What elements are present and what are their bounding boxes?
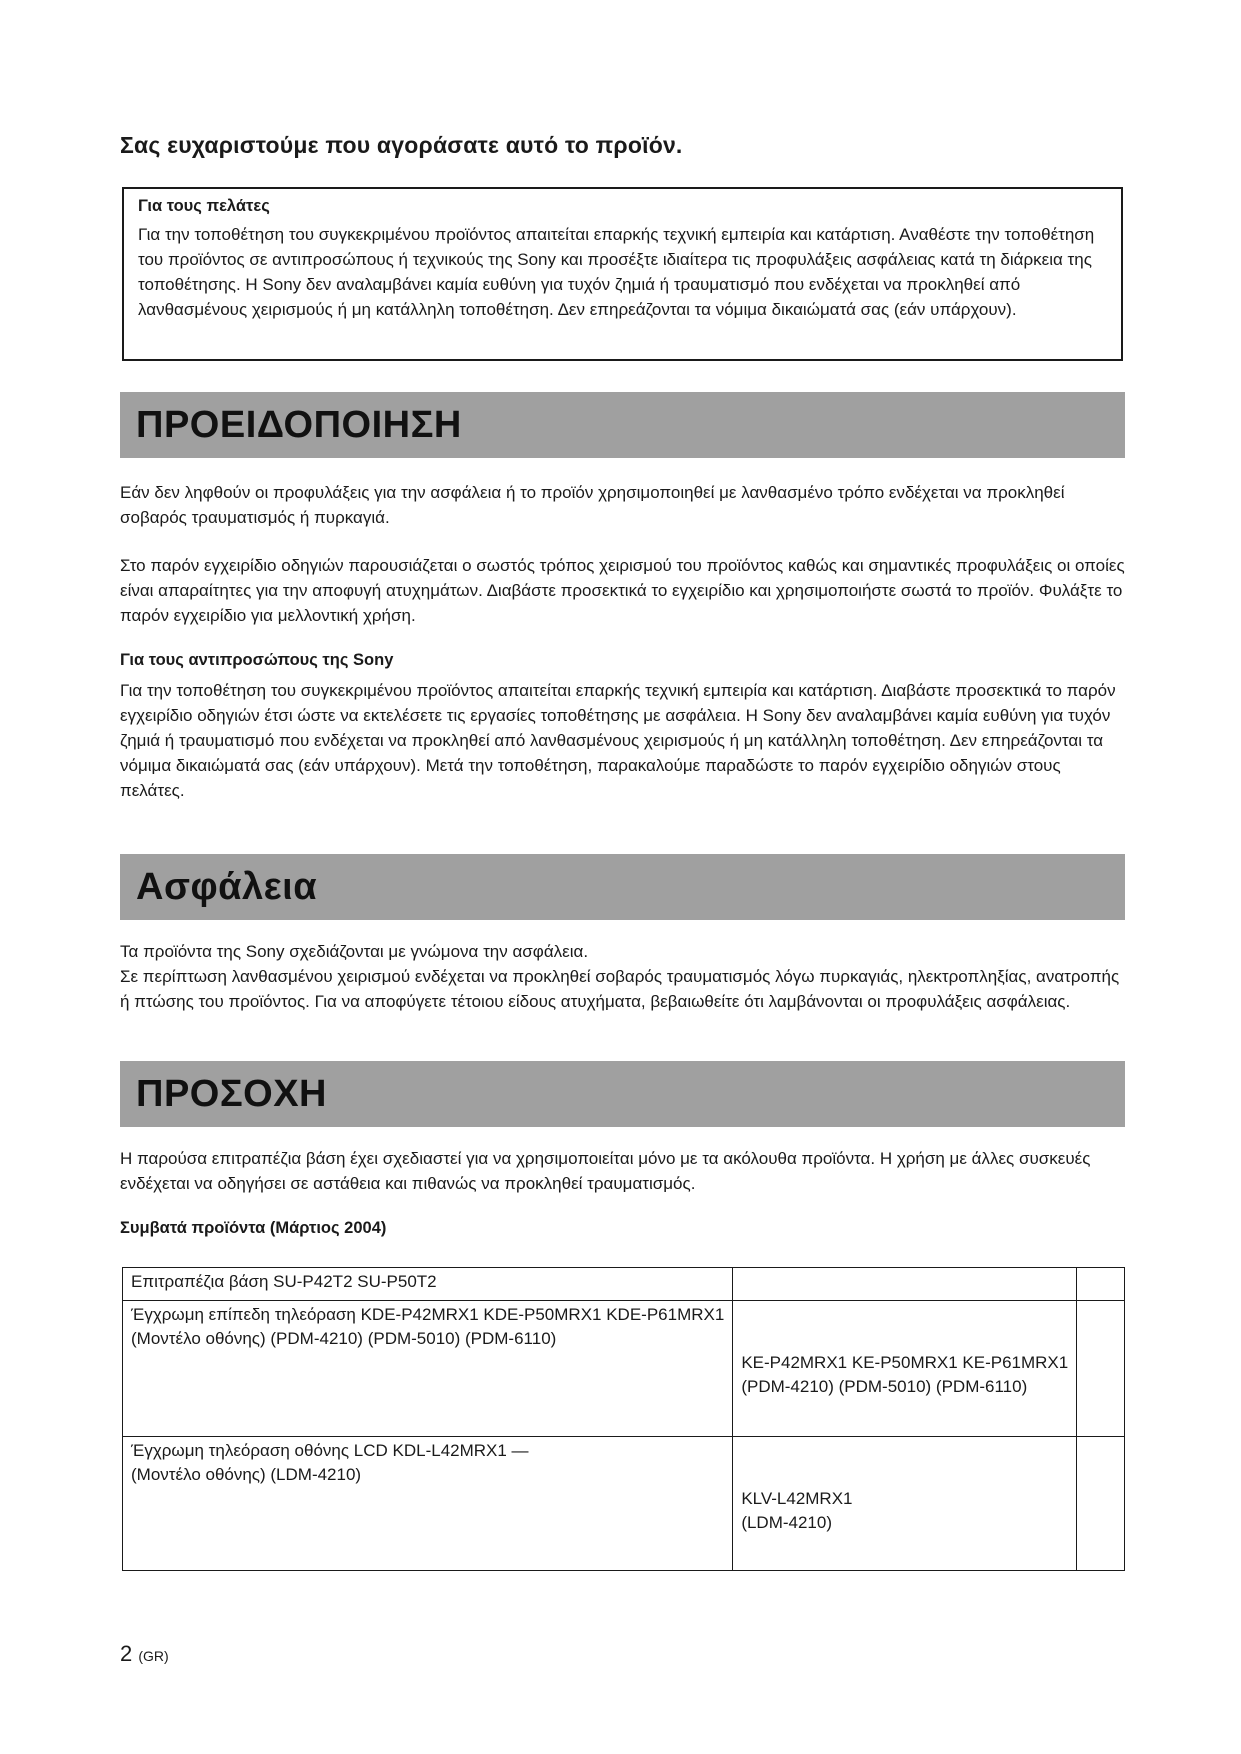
page-number: 2: [120, 1641, 133, 1666]
customers-text: Για την τοποθέτηση του συγκεκριμένου προϊόντος απαιτείται επαρκής τεχνική εμπειρία και κατάρτιση. Αναθέστε την τοποθέτηση του προϊόντος σε αντιπροσώπους ή τεχνικούς της Sony και προσέξτε ιδιαίτερα τις προφυλάξεις ασφάλειας κατά τη διάρκεια της τοποθέτησης. Η Sony δεν αναλαμβάνει καμία ευθύνη για τυχόν ζημιά ή τραυματισμό που ενδέχεται να προκληθεί από λανθασμένους χειρισμούς ή μη κατάλληλη τοποθέτηση. Δεν επηρεάζονται τα νόμιμα δικαιώματά σας (εάν υπάρχουν).: [138, 225, 1095, 319]
safety-line-1: Τα προϊόντα της Sony σχεδιάζονται με γνώμονα την ασφάλεια.: [120, 942, 589, 961]
table-cell-text: (Μοντέλο οθόνης) (LDM-4210): [131, 1465, 362, 1484]
table-row: [123, 1301, 1125, 1437]
table-cell-text: Έγχρωμη τηλεόραση οθόνης LCD KDL-L42MRX1 —: [131, 1441, 529, 1460]
safety-banner: [120, 854, 1125, 920]
table-row: [123, 1437, 1125, 1571]
warning-banner: [120, 392, 1125, 458]
safety-line-2: Σε περίπτωση λανθασμένου χειρισμού ενδέχεται να προκληθεί σοβαρός τραυματισμός λόγω πυρκαγιάς, ηλεκτροπληξίας, ανατροπής ή πτώσης του προϊόντος. Για να αποφύγετε τέτοιου είδους ατυχήματα, βεβαιωθείτε ότι λαμβάνονται οι προφυλάξεις ασφάλειας.: [120, 967, 1120, 1011]
page-footer: [120, 1641, 169, 1667]
table-cell-text: Έγχρωμη επίπεδη τηλεόραση KDE-P42MRX1 KDE-P50MRX1 KDE-P61MRX1: [131, 1305, 725, 1324]
customers-notice-box: [122, 187, 1123, 361]
language-code: (GR): [138, 1648, 169, 1664]
customers-heading: Για τους πελάτες: [138, 197, 270, 215]
compatible-products-table: [122, 1267, 1125, 1571]
table-cell-text: Επιτραπέζια βάση SU-P42T2 SU-P50T2: [131, 1272, 437, 1291]
table-cell-text: KLV-L42MRX1: [741, 1489, 853, 1508]
table-cell-text: (Μοντέλο οθόνης) (PDM-4210) (PDM-5010) (PDM-6110): [131, 1329, 557, 1348]
dealers-heading: Για τους αντιπροσώπους της Sony: [120, 651, 394, 669]
table-cell-text: (LDM-4210): [741, 1513, 833, 1532]
safety-heading: Ασφάλεια: [136, 866, 318, 908]
compatible-products-heading: Συμβατά προϊόντα (Μάρτιος 2004): [120, 1219, 387, 1237]
table-cell-text: KE-P42MRX1 KE-P50MRX1 KE-P61MRX1: [741, 1353, 1069, 1372]
warning-paragraph-2: Στο παρόν εγχειρίδιο οδηγιών παρουσιάζεται ο σωστός τρόπος χειρισμού του προϊόντος καθώς και σημαντικές προφυλάξεις οι οποίες είναι απαραίτητες για την αποφυγή ατυχημάτων. Διαβάστε προσεκτικά το εγχειρίδιο και χρησιμοποιήστε σωστά το προϊόν. Φυλάξτε το παρόν εγχειρίδιο για μελλοντική χρήση.: [120, 556, 1125, 625]
caution-heading: ΠΡΟΣΟΧΗ: [136, 1073, 327, 1115]
page-title: Σας ευχαριστούμε που αγοράσατε αυτό το προϊόν.: [120, 132, 683, 158]
table-row: [123, 1268, 1125, 1301]
manual-page: [120, 0, 1125, 1754]
warning-paragraph-1: Εάν δεν ληφθούν οι προφυλάξεις για την ασφάλεια ή το προϊόν χρησιμοποιηθεί με λανθασμένο τρόπο ενδέχεται να προκληθεί σοβαρός τραυματισμός ή πυρκαγιά.: [120, 483, 1065, 527]
warning-heading: ΠΡΟΕΙΔΟΠΟΙΗΣΗ: [136, 404, 462, 446]
table-cell-text: (PDM-4210) (PDM-5010) (PDM-6110): [741, 1377, 1028, 1396]
caution-banner: [120, 1061, 1125, 1127]
caution-text: Η παρούσα επιτραπέζια βάση έχει σχεδιαστεί για να χρησιμοποιείται μόνο με τα ακόλουθα προϊόντα. Η χρήση με άλλες συσκευές ενδέχεται να οδηγήσει σε αστάθεια και πιθανώς να προκληθεί τραυματισμός.: [120, 1149, 1091, 1193]
dealers-text: Για την τοποθέτηση του συγκεκριμένου προϊόντος απαιτείται επαρκής τεχνική εμπειρία και κατάρτιση. Διαβάστε προσεκτικά το παρόν εγχειρίδιο οδηγιών έτσι ώστε να εκτελέσετε τις εργασίες τοποθέτησης με ασφάλεια. Η Sony δεν αναλαμβάνει καμία ευθύνη για τυχόν ζημιά ή τραυματισμό που ενδέχεται να προκληθεί από λανθασμένους χειρισμούς ή μη κατάλληλη τοποθέτηση. Δεν επηρεάζονται τα νόμιμα δικαιώματά σας (εάν υπάρχουν). Μετά την τοποθέτηση, παρακαλούμε παραδώστε το παρόν εγχειρίδιο οδηγιών στους πελάτες.: [120, 681, 1116, 800]
